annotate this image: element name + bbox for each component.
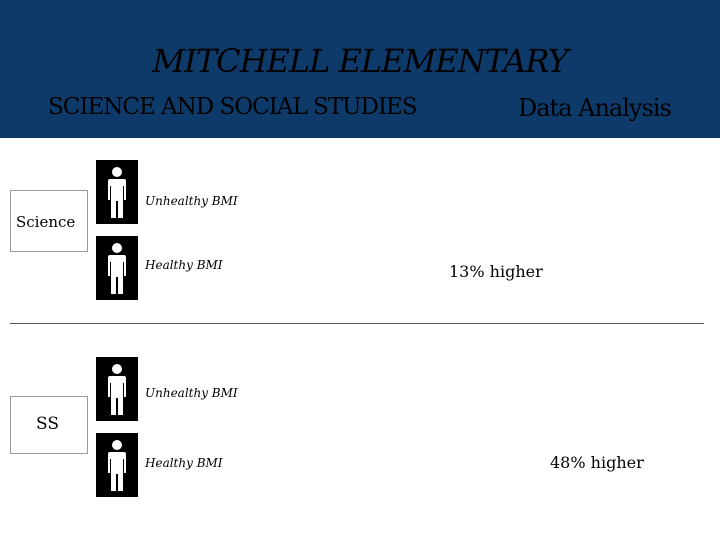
person-icon xyxy=(96,433,138,497)
ss-healthy-bmi-label: Healthy BMI xyxy=(145,456,223,470)
ss-stat: 48% higher xyxy=(550,453,644,472)
subtitle-data-analysis: Data Analysis xyxy=(518,94,671,122)
science-healthy-bmi-label: Healthy BMI xyxy=(145,258,223,272)
science-stat: 13% higher xyxy=(449,262,543,281)
person-icon xyxy=(96,357,138,421)
ss-section-label: SS xyxy=(36,414,59,434)
ss-section-box xyxy=(10,396,88,454)
subtitle-subjects: SCIENCE AND SOCIAL STUDIES xyxy=(48,94,417,120)
page-title: MITCHELL ELEMENTARY xyxy=(152,42,568,80)
science-section-box xyxy=(10,190,88,252)
section-divider xyxy=(10,323,704,324)
person-icon xyxy=(96,236,138,300)
ss-unhealthy-bmi-label: Unhealthy BMI xyxy=(145,386,238,400)
science-unhealthy-bmi-label: Unhealthy BMI xyxy=(145,194,238,208)
science-section-label: Science xyxy=(16,213,76,231)
person-icon xyxy=(96,160,138,224)
